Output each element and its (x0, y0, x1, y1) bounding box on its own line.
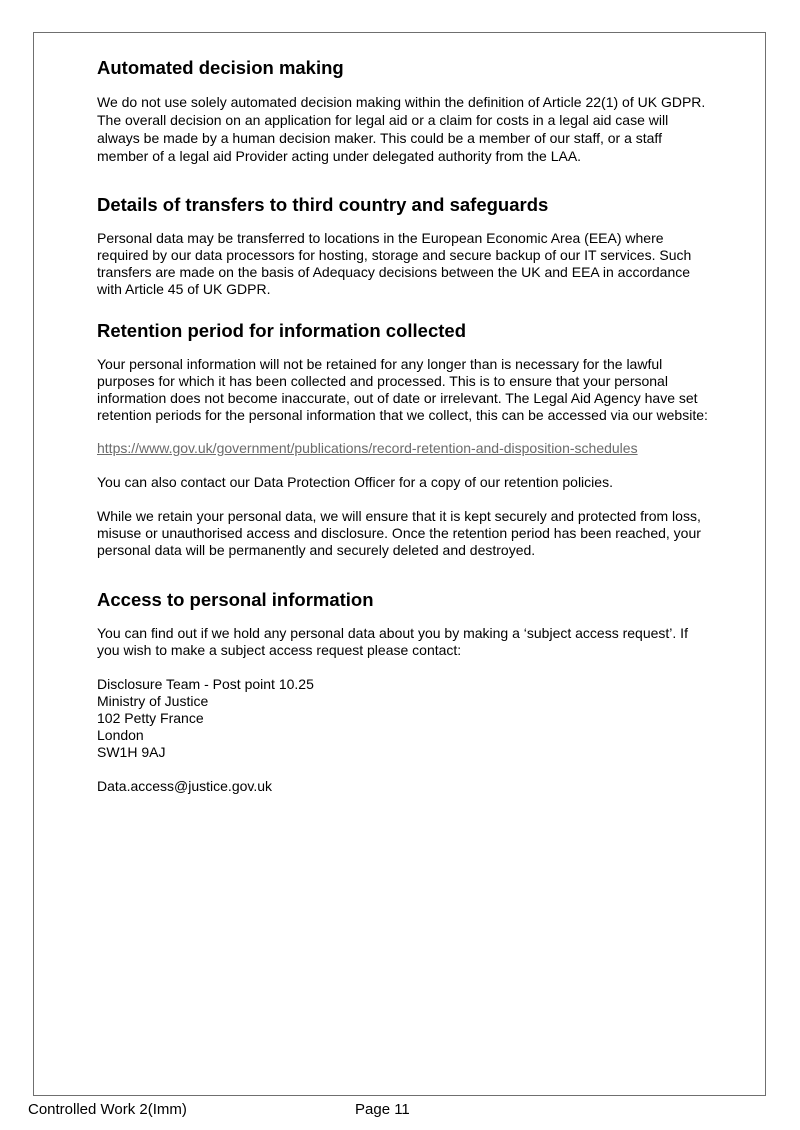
address-line: 102 Petty France (97, 710, 204, 726)
address-line: Ministry of Justice (97, 693, 209, 709)
paragraph-secure-retention: While we retain your personal data, we will ensure that it is kept securely and protected from loss, misuse or unauthorised access and disclosure. Once the retention period has been reached, your personal data will be permanently and securely deleted and destroyed. (97, 508, 701, 558)
paragraph-subject-access-request: You can find out if we hold any personal data about you by making a ‘subject access request’. If you wish to make a subject access request please contact: (97, 625, 688, 658)
heading-transfers-third-country: Details of transfers to third country and safeguards (97, 194, 549, 215)
footer-form-name: Controlled Work 2(Imm) (28, 1101, 187, 1118)
heading-automated-decision-making: Automated decision making (97, 57, 344, 78)
footer-page-number: Page 11 (355, 1101, 410, 1118)
retention-schedules-link[interactable]: https://www.gov.uk/government/publications/record-retention-and-disposition-schedules (97, 440, 638, 456)
postal-address (97, 676, 709, 761)
paragraph-contact-dpo: You can also contact our Data Protection Officer for a copy of our retention policies. (97, 474, 613, 490)
paragraph-transfers-third-country: Personal data may be transferred to locations in the European Economic Area (EEA) where required by our data processors for hosting, storage and secure backup of our IT services. Such transfers are made on the basis of Adequacy decisions between the UK and EEA in accordance with Article 45 of UK GDPR. (97, 230, 692, 297)
paragraph-automated-decision-making: We do not use solely automated decision making within the definition of Article 22(1) of UK GDPR. The overall decision on an application for legal aid or a claim for costs in a legal aid case will always be made by a human decision maker. This could be a member of our staff, or a staff member of a legal aid Provider acting under delegated authority from the LAA. (97, 94, 706, 164)
document-body (97, 56, 709, 795)
address-line: SW1H 9AJ (97, 744, 166, 760)
address-line: London (97, 727, 144, 743)
paragraph-retention-period: Your personal information will not be retained for any longer than is necessary for the lawful purposes for which it has been collected and processed. This is to ensure that your personal information does not become inaccurate, out of date or irrelevant. The Legal Aid Agency have set retention periods for the personal information that we collect, this can be accessed via our website: (97, 356, 708, 423)
heading-access-personal-information: Access to personal information (97, 589, 374, 610)
heading-retention-period: Retention period for information collected (97, 320, 466, 341)
contact-email: Data.access@justice.gov.uk (97, 778, 273, 794)
address-line: Disclosure Team - Post point 10.25 (97, 676, 314, 692)
